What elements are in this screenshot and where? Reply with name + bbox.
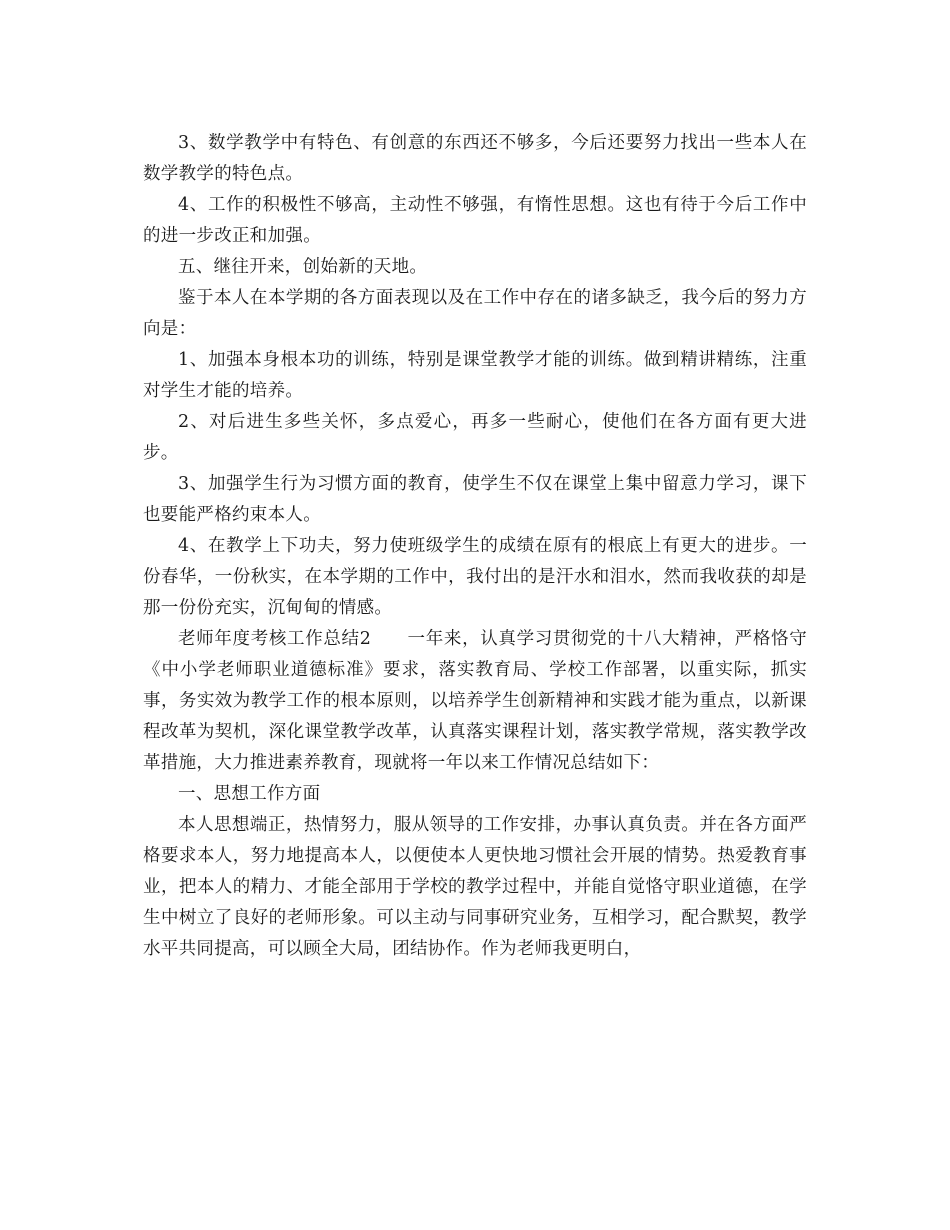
paragraph-thought-work: 本人思想端正，热情努力，服从领导的工作安排，办事认真负责。并在各方面严格要求本人，努力地提高本人，以便使本人更快地习惯社会开展的情势。热爱教育事业，把本人的精力、才能全部用于学校的教学过程中，并能自觉恪守职业道德，在学生中树立了良好的老师形象。可以主动与同事研究业务，互相学习，配合默契，教学水平共同提高，可以顾全大局，团结协作。作为老师我更明白，	[143, 815, 807, 959]
paragraph-direction-2: 2、对后进生多些关怀，多点爱心，再多一些耐心，使他们在各方面有更大进步。	[143, 412, 807, 463]
summary-paragraph	[143, 624, 807, 779]
paragraph-direction-1: 1、加强本身根本功的训练，特别是课堂教学才能的训练。做到精讲精练，注重对学生才能的培养。	[143, 350, 807, 401]
document-body	[143, 128, 807, 965]
summary-title: 老师年度考核工作总结2	[178, 629, 372, 649]
summary-body: 一年来，认真学习贯彻党的十八大精神，严格恪守《中小学老师职业道德标准》要求，落实教育局、学校工作部署，以重实际，抓实事，务实效为教学工作的根本原则，以培养学生创新精神和实践才能为重点，以新课程改革为契机，深化课堂教学改革，认真落实课程计划，落实教学常规，落实教学改革措施，大力推进素养教育，现就将一年以来工作情况总结如下：	[143, 629, 807, 773]
paragraph-item-4-weakness: 4、工作的积极性不够高，主动性不够强，有惰性思想。这也有待于今后工作中的进一步改正和加强。	[143, 195, 807, 246]
paragraph-direction-3: 3、加强学生行为习惯方面的教育，使学生不仅在课堂上集中留意力学习，课下也要能严格约束本人。	[143, 474, 807, 525]
paragraph-direction-4: 4、在教学上下功夫，努力使班级学生的成绩在原有的根底上有更大的进步。一份春华，一份秋实，在本学期的工作中，我付出的是汗水和泪水，然而我收获的却是那一份份充实，沉甸甸的情感。	[143, 536, 807, 618]
section-heading-thought-work: 一、思想工作方面	[178, 784, 321, 804]
section-heading-five: 五、继往开来，创始新的天地。	[178, 257, 428, 277]
paragraph-item-3-weakness: 3、数学教学中有特色、有创意的东西还不够多，今后还要努力找出一些本人在数学教学的特色点。	[143, 133, 807, 184]
paragraph-intro-directions: 鉴于本人在本学期的各方面表现以及在工作中存在的诸多缺乏，我今后的努力方向是：	[143, 288, 807, 339]
